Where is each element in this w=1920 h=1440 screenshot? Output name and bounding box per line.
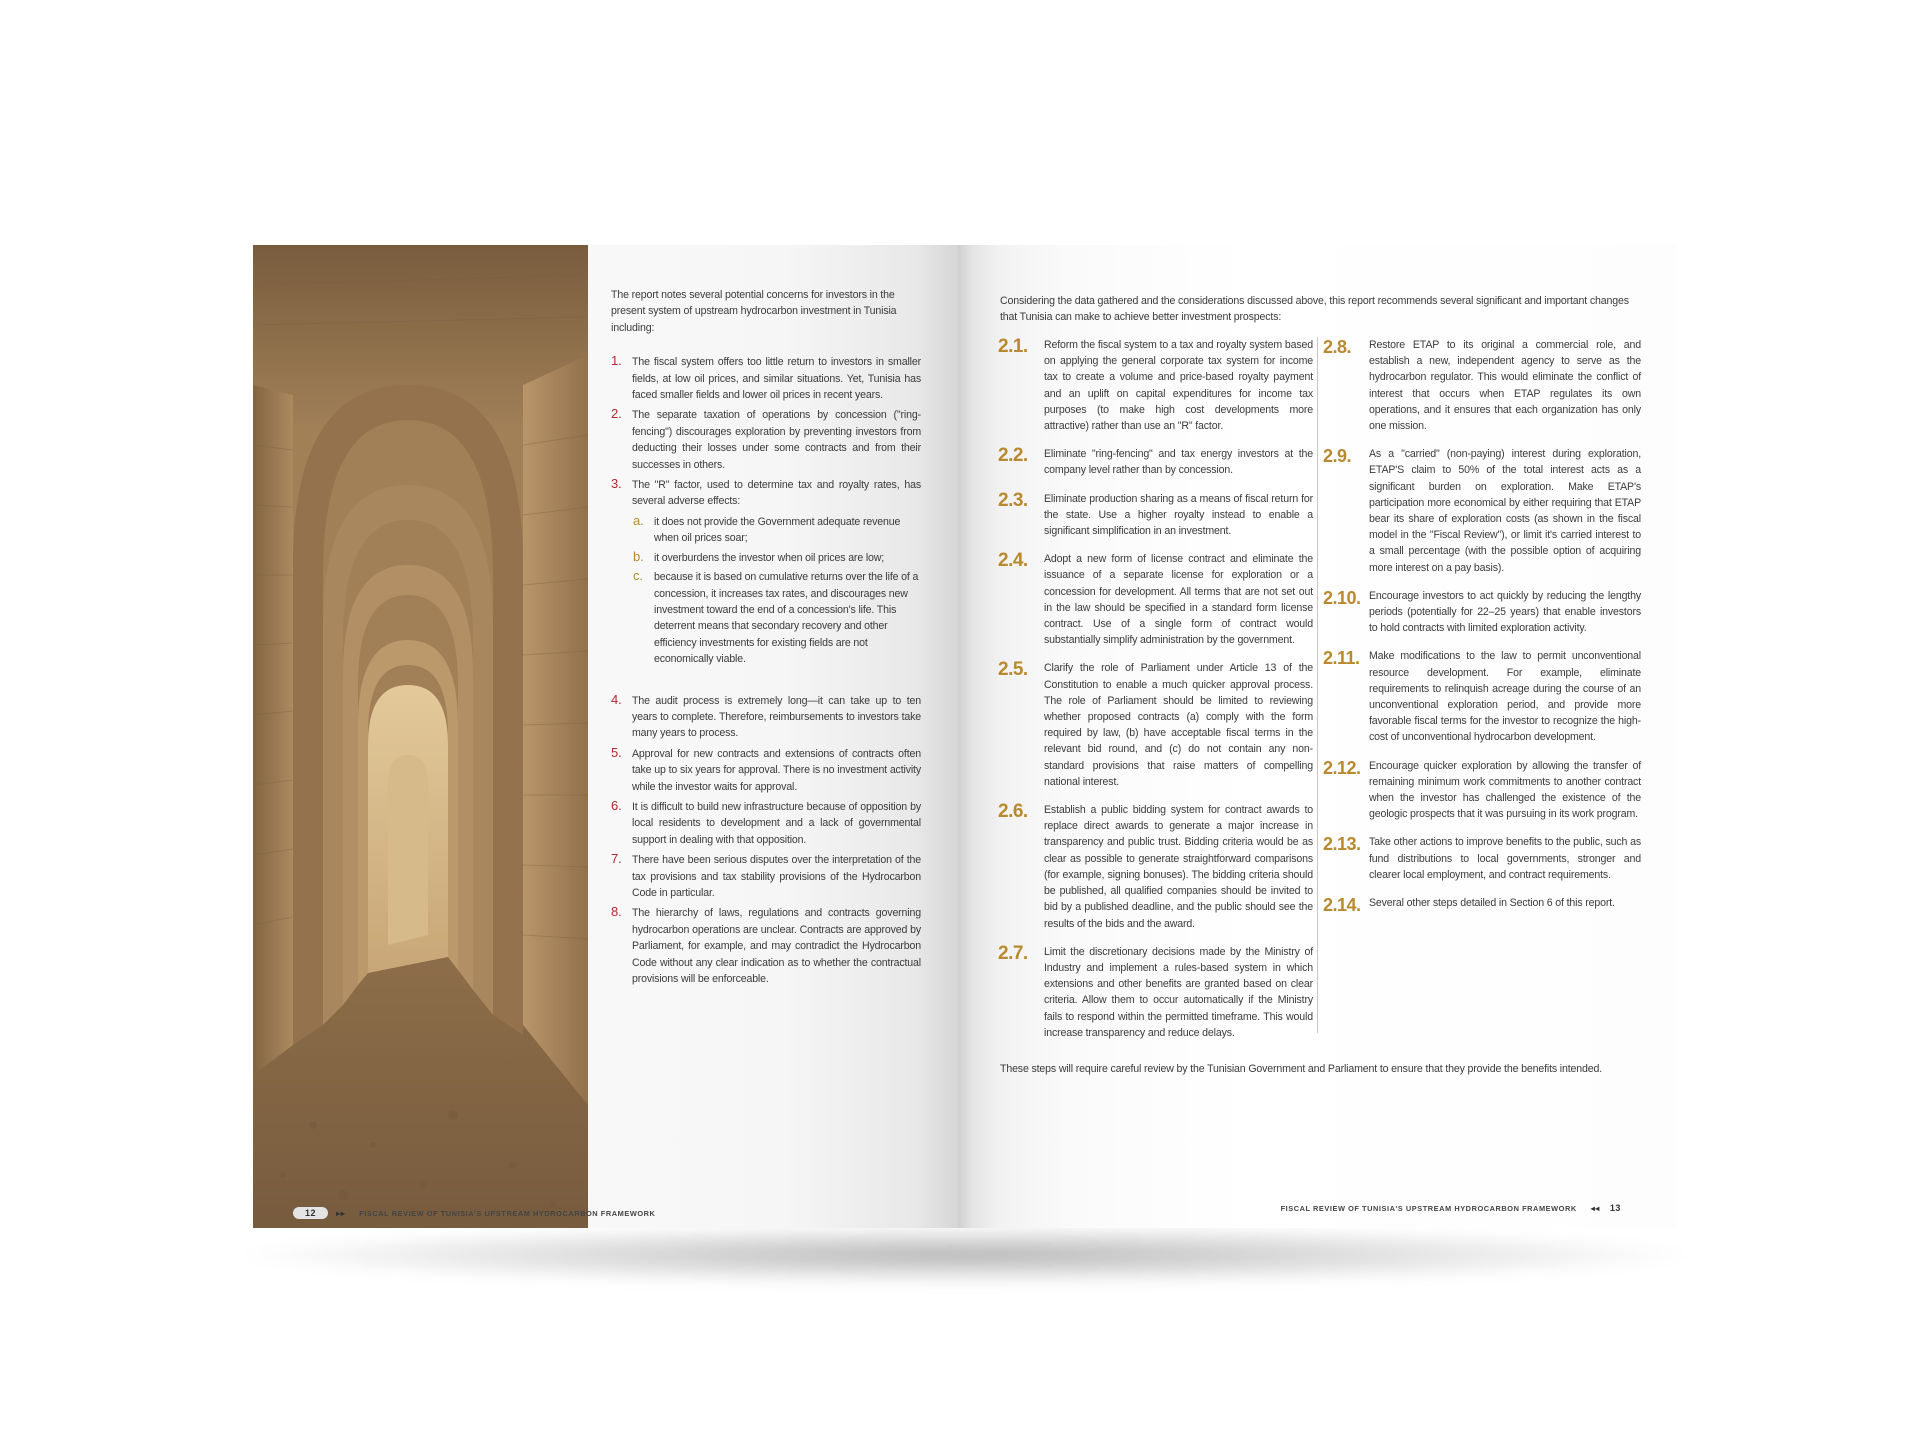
recommendation-item [998, 660, 1313, 790]
list-item [611, 477, 921, 688]
item-text: The separate taxation of operations by concession ("ring-fencing") discourages exploration by preventing investors from deducting their losses under some contracts and from their successes in others. [632, 409, 921, 471]
footer-title: FISCAL REVIEW OF TUNISIA'S UPSTREAM HYDROCARBON FRAMEWORK [1280, 1203, 1577, 1213]
left-page [253, 245, 958, 1228]
forward-arrows-icon: ▸▸ [336, 1208, 346, 1218]
recommendations-column-right [1323, 337, 1641, 927]
rec-text: Adopt a new form of license contract and eliminate the issuance of a separate license for exploration or a concession for development. All terms that are not set out in the law should be specified in a standard form license contract. Use of a single form of contract would substantially simplify administration by the government. [1044, 553, 1313, 647]
rec-number: 2.11. [1323, 648, 1360, 669]
recommendation-item [1323, 588, 1641, 637]
sub-item-text: because it is based on cumulative returns over the life of a concession, it increases tax rates, and discourages new investment toward the end of a concession's life. This deterrent means that secondary recovery and other efficiency investments for existing fields are not economically viable. [654, 571, 919, 666]
recommendation-item [998, 491, 1313, 540]
r-factor-sublist [632, 514, 921, 668]
left-page-text [611, 287, 921, 991]
brochure-shadow [245, 1225, 1685, 1285]
right-page [958, 245, 1676, 1228]
item-number: 2. [611, 406, 622, 422]
rec-text: Restore ETAP to its original a commercial role, and establish a new, independent agency to serve as the hydrocarbon regulator. This would eliminate the conflict of interest that occurs when ETAP regulates its own operations, and it ensures that each organization has only one mission. [1369, 339, 1641, 433]
sub-item-letter: a. [633, 512, 644, 528]
list-item [611, 354, 921, 403]
rec-number: 2.2. [998, 445, 1028, 467]
rec-number: 2.4. [998, 550, 1028, 572]
item-text: The audit process is extremely long—it can take up to ten years to complete. Therefore, reimbursements to investors take many years to process. [632, 694, 921, 740]
list-item [611, 905, 921, 987]
rec-text: Several other steps detailed in Section 6 of this report. [1369, 897, 1615, 910]
rec-number: 2.8. [1323, 337, 1352, 357]
item-text: The hierarchy of laws, regulations and contracts governing hydrocarbon operations are unclear. Contracts are approved by Parliament, for example, and may contradict the Hydrocarbon Code without any clear indication as to whether the contractual provisions will be enforceable. [632, 907, 921, 986]
item-text: The fiscal system offers too little return to investors in smaller fields, at low oil prices, and similar situations. Yet, Tunisia has faced smaller fields and lower oil prices in recent years. [632, 356, 921, 402]
footer-title: FISCAL REVIEW OF TUNISIA'S UPSTREAM HYDROCARBON FRAMEWORK [359, 1208, 656, 1218]
page-number: 12 [293, 1207, 328, 1219]
recommendation-item [998, 446, 1313, 478]
recommendation-item [998, 802, 1313, 932]
item-number: 1. [611, 353, 622, 369]
recommendation-item [1323, 337, 1641, 434]
right-intro: Considering the data gathered and the considerations discussed above, this report recommends several significant and important changes that Tunisia can make to achieve better investment prospects: [1000, 295, 1629, 323]
rec-number: 2.1. [998, 336, 1028, 357]
sub-list-item [632, 514, 921, 547]
item-text: Approval for new contracts and extensions of contracts often take up to six years for approval. There is no investment activity while the investor waits for approval. [632, 747, 921, 793]
rec-text: Encourage investors to act quickly by reducing the lengthy periods (potentially for 22–25 years) that enable investors to hold contracts with limited exploration activity. [1369, 589, 1641, 635]
item-number: 6. [611, 797, 622, 813]
rec-text: Make modifications to the law to permit unconventional resource development. For example, eliminate requirements to relinquish acreage during the course of an unconventional exploration period, and provide more favorable fiscal terms for the investor to recognize the high-cost of unconventional hydrocarbon development. [1369, 650, 1641, 744]
item-text: There have been serious disputes over the interpretation of the tax provisions and tax stability provisions of the Hydrocarbon Code in particular. [632, 854, 921, 899]
list-item [611, 407, 921, 473]
rec-number: 2.3. [998, 489, 1028, 511]
item-number: 4. [611, 691, 622, 707]
recommendation-item [1323, 446, 1641, 576]
list-item [611, 852, 921, 901]
spacer [632, 671, 921, 689]
rec-text: Establish a public bidding system for contract awards to replace direct awards to generate a major increase in transparency and public trust. Bidding criteria would be as clear as possible to generate straightforward comparisons (for example, signing bonuses). The bidding criteria should be published, all qualified companies should be invited to bid by a published deadline, and the public should see the results of the bids and the award. [1044, 804, 1313, 930]
item-number: 3. [611, 476, 622, 492]
recommendation-item [998, 944, 1313, 1041]
recommendation-item [998, 337, 1313, 434]
recommendation-item [1323, 834, 1641, 883]
sub-item-text: it overburdens the investor when oil prices are low; [654, 551, 885, 564]
recommendation-item [998, 551, 1313, 648]
rec-text: Encourage quicker exploration by allowing the transfer of remaining minimum work commitments to another contract when the investor has challenged the existence of the geologic prospects that it was pursuing in its work program. [1369, 759, 1641, 821]
rec-number: 2.6. [998, 801, 1028, 823]
rec-number: 2.9. [1323, 446, 1352, 467]
item-number: 7. [611, 851, 622, 867]
sub-item-letter: c. [633, 568, 643, 584]
concerns-list [611, 354, 921, 987]
item-text: The "R" factor, used to determine tax and royalty rates, has several adverse effects: [632, 479, 921, 508]
closing-statement: These steps will require careful review by the Tunisian Government and Parliament to ensure that they provide the benefits intended. [1000, 1063, 1603, 1075]
rec-number: 2.7. [998, 942, 1028, 964]
left-footer [293, 1206, 655, 1220]
rec-text: Eliminate production sharing as a means of fiscal return for the state. Use a higher royalty instead to enable a significant simplification in an investment. [1044, 492, 1313, 538]
sub-list-item [632, 550, 921, 566]
rec-text: Eliminate "ring-fencing" and tax energy investors at the company level rather than by concession. [1044, 448, 1313, 477]
rec-number: 2.10. [1323, 587, 1361, 608]
rec-text: Take other actions to improve benefits to the public, such as fund distributions to local governments, stronger and clearer local employment, and contract requirements. [1369, 836, 1641, 881]
left-intro: The report notes several potential concerns for investors in the present system of upstream hydrocarbon investment in Tunisia including: [611, 289, 897, 334]
recommendation-item [1323, 648, 1641, 745]
sub-item-text: it does not provide the Government adequate revenue when oil prices soar; [654, 515, 901, 545]
sub-item-letter: b. [633, 548, 644, 564]
rec-number: 2.13. [1323, 834, 1361, 855]
list-item [611, 693, 921, 742]
rec-number: 2.12. [1323, 757, 1361, 778]
item-number: 5. [611, 744, 622, 760]
rec-text: Limit the discretionary decisions made by the Ministry of Industry and implement a rules-based system in which extensions and other benefits are granted based on clear criteria. Allow them to occur automatically if the Ministry fails to respond within the permitted timeframe. This would increase transparency and reduce delays. [1044, 945, 1313, 1039]
recommendation-item [1323, 758, 1641, 823]
page-number: 13 [1609, 1203, 1621, 1213]
recommendations-column-left [998, 337, 1313, 1053]
sub-list-item [632, 569, 921, 667]
item-number: 8. [611, 904, 622, 920]
rec-text: Clarify the role of Parliament under Article 13 of the Constitution to enable a much quicker approval process. The role of Parliament should be limited to reviewing whether proposed contracts (a) comply with the form required by law, (b) have acceptable fiscal terms in the relevant bid round, and (c) do not contain any non-standard provisions that raise matters of compelling national interest. [1044, 662, 1313, 788]
item-text: It is difficult to build new infrastructure because of opposition by local residents to development and a lack of governmental support in dealing with that opposition. [632, 800, 921, 846]
rec-text: As a "carried" (non-paying) interest during exploration, ETAP'S claim to 50% of the total interest acts as a significant burden on exploration. Make ETAP's participation more economical by either requiring that ETAP bear its share of exploration costs (as shown in the fiscal model in the "Fiscal Review"), or limit it's carried interest to a small percentage (with the possible option of acquiring more interest on a pay basis). [1369, 448, 1641, 574]
rec-text: Reform the fiscal system to a tax and royalty system based on applying the general corporate tax system for income tax to create a volume and price-based royalty payment and an uplift on capital expenditures for income tax purposes (to make high cost developments more attractive) rather than use an "R" factor. [1044, 339, 1313, 433]
right-footer [1281, 1201, 1621, 1215]
arches-photo [253, 245, 588, 1228]
rec-number: 2.14. [1323, 895, 1361, 916]
list-item [611, 746, 921, 795]
rec-number: 2.5. [998, 659, 1028, 681]
list-item [611, 799, 921, 848]
back-arrows-icon: ◂◂ [1590, 1203, 1600, 1213]
column-divider [1317, 337, 1318, 1033]
recommendation-item [1323, 895, 1641, 915]
